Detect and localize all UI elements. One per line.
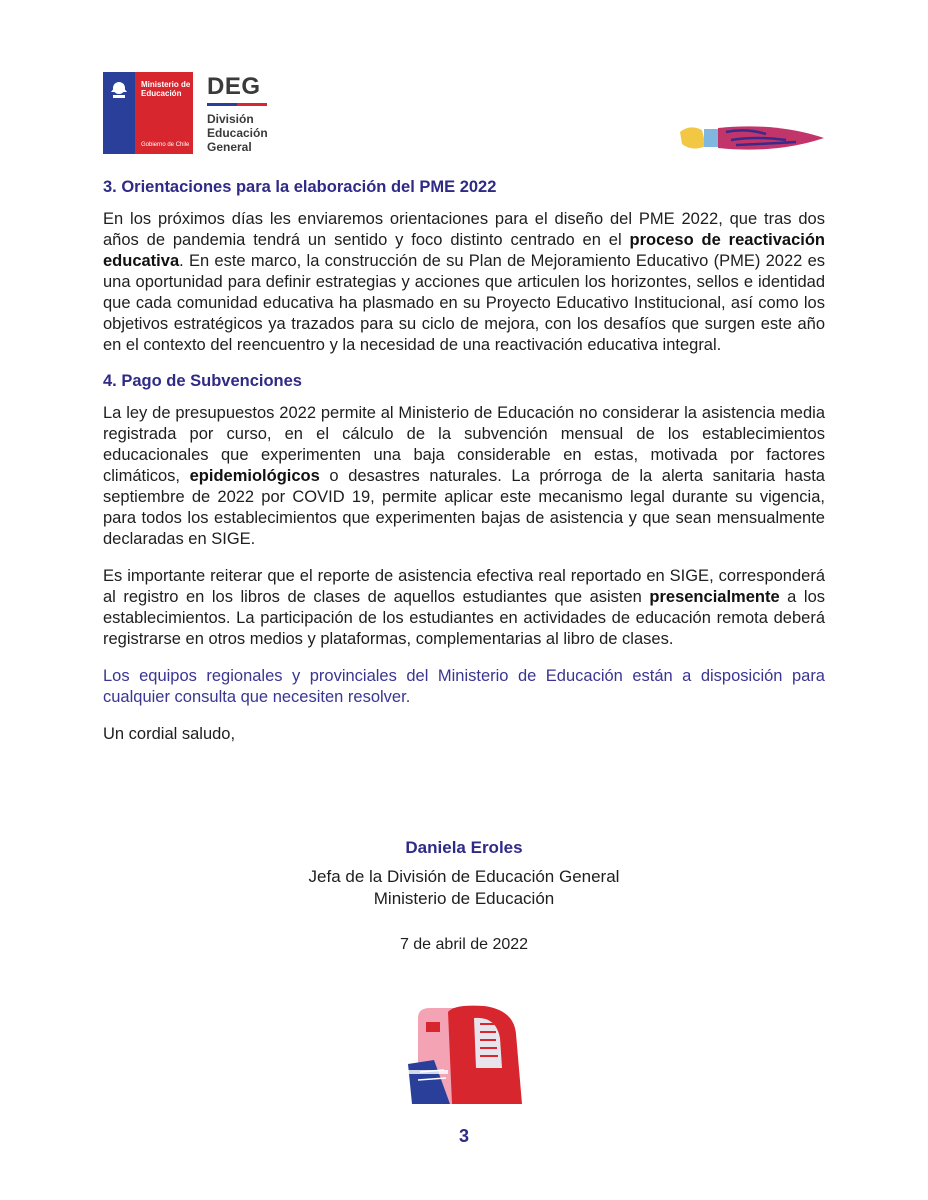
closing-salutation: Un cordial saludo, [103, 725, 236, 743]
deg-line3: General [207, 140, 252, 154]
section3-text-b: . En este marco, la construcción de su Plan de Mejoramiento Educativo (PME) 2022 es una oportunidad para definir estrategias y acciones que articulen los horizontes, sellos e identidad que cada comunidad educativa ha plasmado en su Proyecto Educativo Institucional, así como los objetivos estratégicos ya trazados para su ciclo de mejora, con los desafíos que surgen este año en el contexto del reencuentro y la necesidad de una reactivación educativa integral. [103, 252, 825, 354]
section4-paragraph2 [103, 566, 825, 650]
page-number: 3 [458, 1126, 469, 1146]
support-note: Los equipos regionales y provinciales del Ministerio de Educación están a disposición para cualquier consulta que necesiten resolver. [103, 667, 825, 706]
section4-p1-text-b: o desastres naturales. La prórroga de la alerta sanitaria hasta septiembre de 2022 por COVID 19, permite aplicar este mecanismo legal durante su vigencia, para todos los establecimientos que experimenten bajas de asistencia y que sean mensualmente declaradas en SIGE. [103, 467, 825, 548]
government-label: Gobierno de Chile [141, 142, 190, 148]
deg-line2: Educación [207, 126, 268, 140]
section4-p1-text-a: La ley de presupuestos 2022 permite al Ministerio de Educación no considerar la asistencia media registrada por curso, en el cálculo de la subvención mensual de los establecimientos educacionales que experimenten una baja considerable en estas, motivada por factores climáticos, [103, 404, 825, 485]
letter-body [103, 178, 825, 761]
deg-acronym: DEG [207, 73, 261, 100]
section3-paragraph [103, 209, 825, 356]
ministry-label: Ministerio de Educación [141, 80, 191, 98]
section4-p2-text-b: a los establecimientos. La participación de los estudiantes en actividades de educación remota deberá registrarse en otros medios y plataformas, complementarias al libro de clases. [103, 588, 825, 648]
section3-heading: 3. Orientaciones para la elaboración del PME 2022 [103, 178, 497, 196]
signer-role-line1: Jefa de la División de Educación General [308, 867, 620, 886]
section3-text-a: En los próximos días les enviaremos orientaciones para el diseño del PME 2022, que tras dos años de pandemia tendrá un sentido y foco distinto centrado en el [103, 210, 825, 249]
section4-paragraph1 [103, 403, 825, 550]
deg-line1: División [207, 112, 254, 126]
signer-role-line2: Ministerio de Educación [373, 889, 555, 908]
section4-p2-bold: presencialmente [649, 588, 780, 606]
section3-bold: proceso de reactivación educativa [103, 231, 825, 270]
paintbrush-icon [676, 120, 826, 156]
ministry-logo [103, 72, 193, 154]
letter-date: 7 de abril de 2022 [399, 936, 529, 953]
section4-heading: 4. Pago de Subvenciones [103, 372, 302, 390]
signer-role [0, 866, 928, 910]
deg-logo [207, 74, 268, 154]
coat-of-arms-icon [107, 78, 131, 100]
section4-p2-text-a: Es importante reiterar que el reporte de asistencia efectiva real reportado en SIGE, corresponderá al registro en los libros de clases de aquellos estudiantes que asisten [103, 567, 825, 606]
section4-p1-bold: epidemiológicos [189, 467, 320, 485]
signer-name: Daniela Eroles [405, 838, 523, 857]
deg-divider [207, 103, 267, 106]
backpack-icon [404, 1004, 530, 1108]
